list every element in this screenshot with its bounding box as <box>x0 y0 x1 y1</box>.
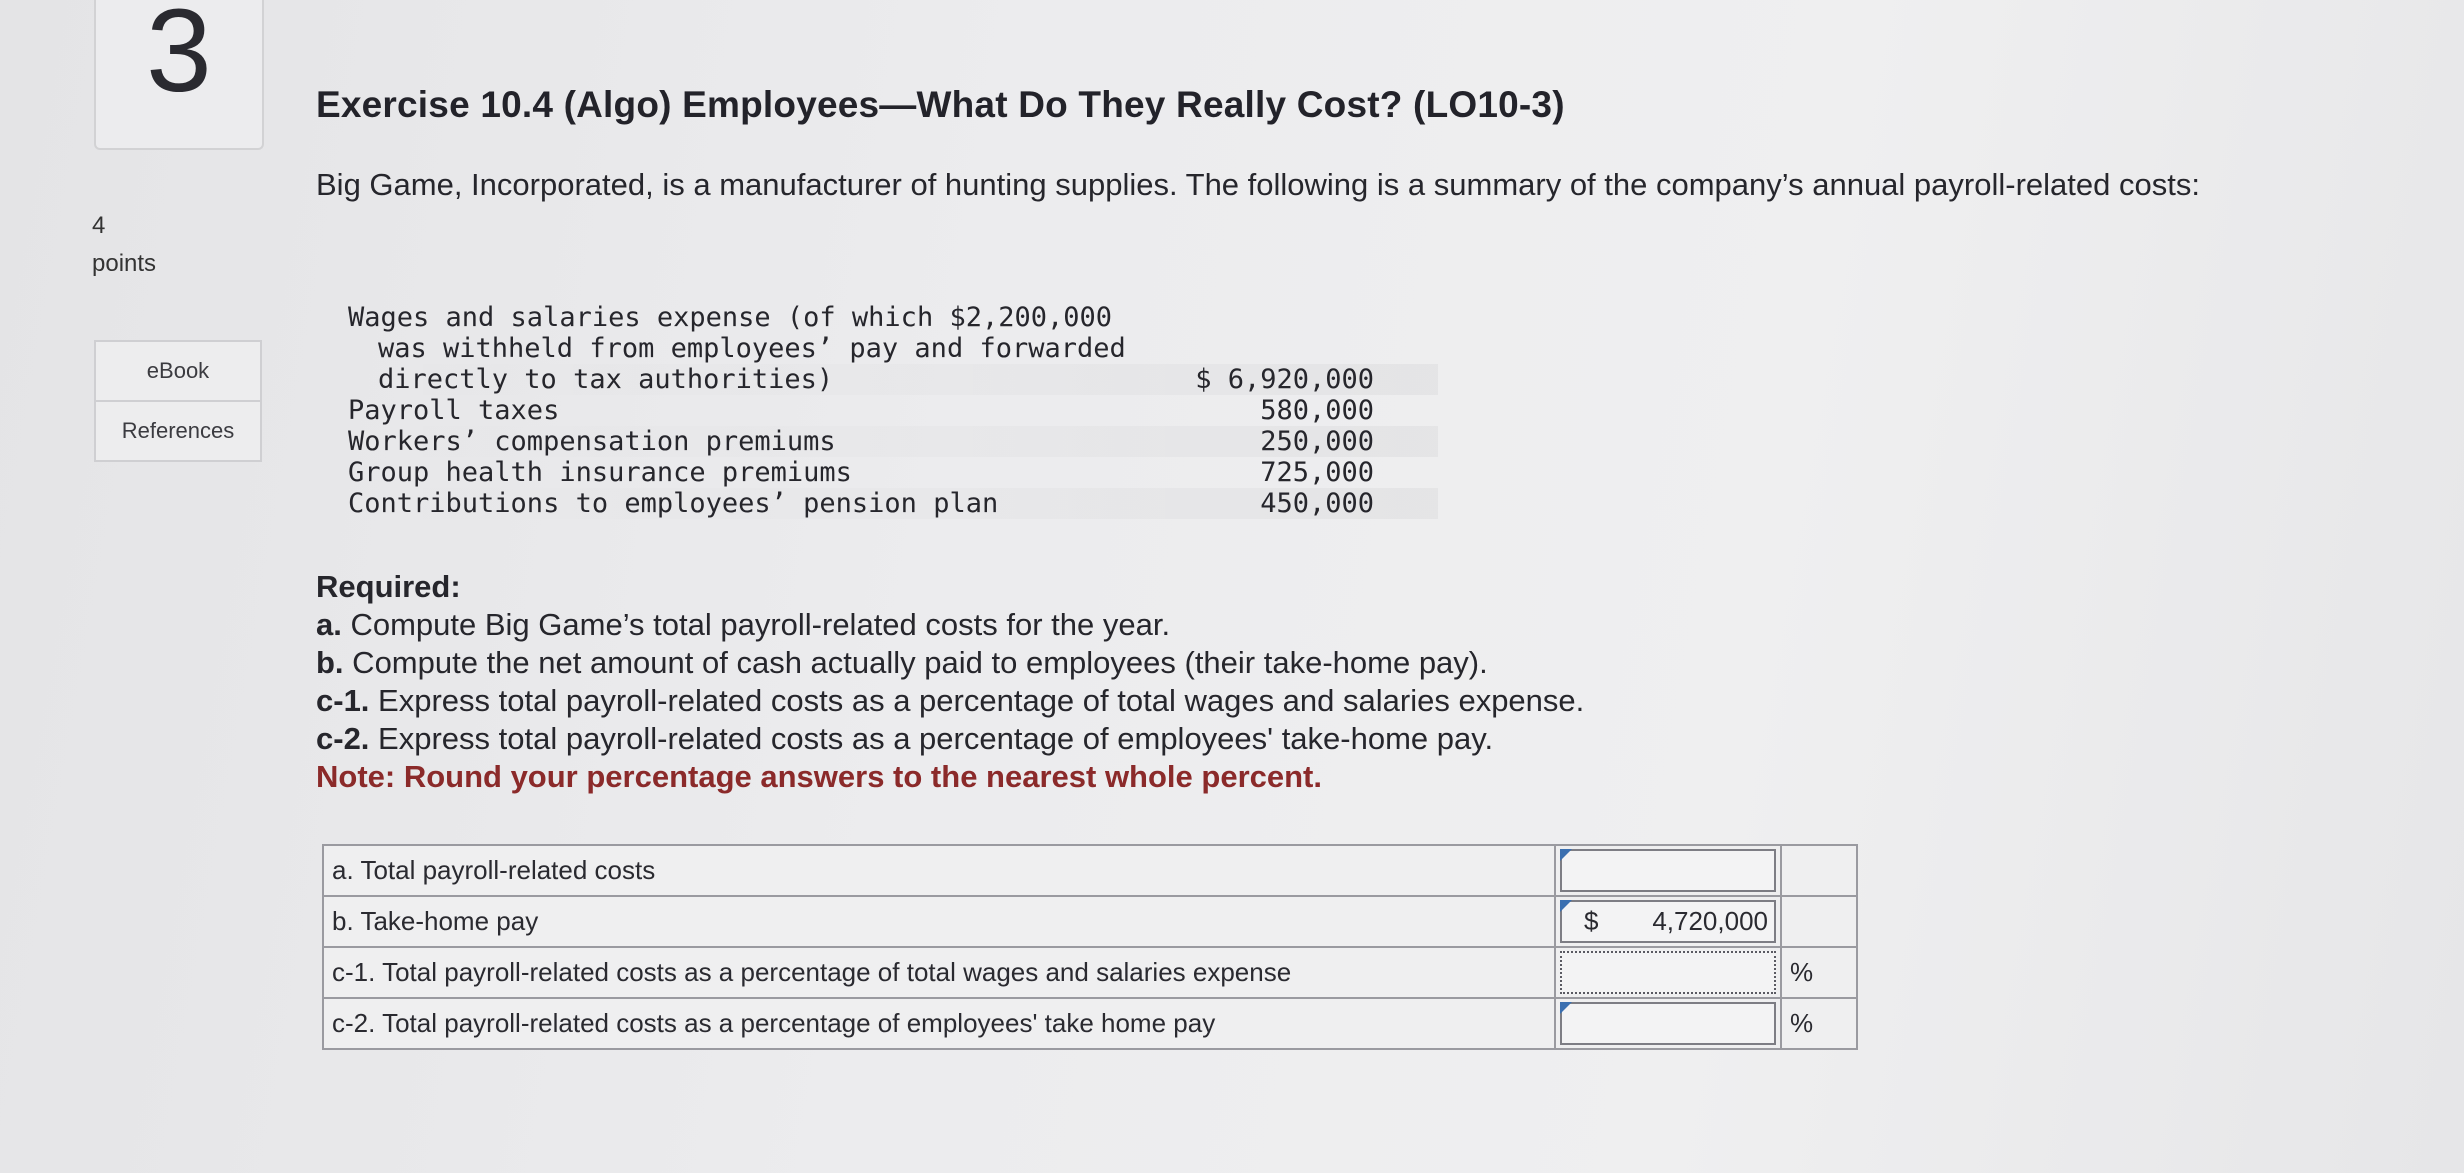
cost-row-wages-1 <box>348 302 1438 333</box>
exercise-intro: Big Game, Incorporated, is a manufacturer of hunting supplies. The following is a summary of the company’s annual payroll-related costs: <box>316 167 2200 202</box>
take-home-pay-input[interactable] <box>1560 900 1776 943</box>
wages-label-line1: Wages and salaries expense (of which $2,200,000 <box>348 302 1113 333</box>
answer-cell <box>1555 947 1781 998</box>
cost-amount: 725,000 <box>1260 457 1374 488</box>
answer-cell <box>1555 998 1781 1049</box>
row-label: b. Take-home pay <box>323 896 1555 947</box>
cost-row-wages-2 <box>348 333 1438 364</box>
cost-label: Group health insurance premiums <box>348 457 852 488</box>
cost-row <box>348 457 1438 488</box>
question-number: 3 <box>146 0 212 117</box>
cost-label: Workers’ compensation premiums <box>348 426 836 457</box>
unit-cell <box>1781 845 1857 896</box>
references-link[interactable]: References <box>96 400 260 460</box>
cost-row <box>348 488 1438 519</box>
table-row <box>323 896 1857 947</box>
currency-symbol: $ <box>1584 906 1599 936</box>
item-prefix: c-2. <box>316 721 370 756</box>
required-item-b <box>316 644 1584 682</box>
cost-summary <box>348 302 1438 519</box>
item-prefix: c-1. <box>316 683 370 718</box>
item-text: Express total payroll-related costs as a percentage of employees' take-home pay. <box>369 721 1494 756</box>
cost-row-wages-3 <box>348 364 1438 395</box>
cost-label: Payroll taxes <box>348 395 560 426</box>
required-item-a <box>316 606 1584 644</box>
table-row <box>323 845 1857 896</box>
pct-of-take-home-input[interactable] <box>1560 1002 1776 1045</box>
unit-cell: % <box>1781 998 1857 1049</box>
unit-cell <box>1781 896 1857 947</box>
required-section <box>316 568 1584 796</box>
answer-table <box>322 844 1858 1050</box>
cost-row <box>348 426 1438 457</box>
row-label: a. Total payroll-related costs <box>323 845 1555 896</box>
table-row <box>323 947 1857 998</box>
pct-of-wages-input[interactable] <box>1560 951 1776 994</box>
rounding-note: Note: Round your percentage answers to the nearest whole percent. <box>316 759 1322 794</box>
item-text: Express total payroll-related costs as a percentage of total wages and salaries expense. <box>369 683 1585 718</box>
cost-amount: 450,000 <box>1260 488 1374 519</box>
wages-label-line3: directly to tax authorities) <box>378 364 834 395</box>
cost-label: Contributions to employees’ pension plan <box>348 488 999 519</box>
input-marker-icon <box>1560 1002 1572 1014</box>
ebook-link[interactable]: eBook <box>146 358 210 383</box>
item-text: Compute the net amount of cash actually paid to employees (their take-home pay). <box>343 645 1488 680</box>
row-label: c-2. Total payroll-related costs as a percentage of employees' take home pay <box>323 998 1555 1049</box>
question-number-box <box>94 0 264 150</box>
item-prefix: b. <box>316 645 344 680</box>
unit-cell: % <box>1781 947 1857 998</box>
cost-amount: 250,000 <box>1260 426 1374 457</box>
answer-cell <box>1555 896 1781 947</box>
row-label: c-1. Total payroll-related costs as a percentage of total wages and salaries expense <box>323 947 1555 998</box>
side-links-panel <box>94 340 262 462</box>
input-value: 4,720,000 <box>1652 906 1768 936</box>
required-heading: Required: <box>316 569 461 604</box>
total-payroll-costs-input[interactable] <box>1560 849 1776 892</box>
item-text: Compute Big Game’s total payroll-related costs for the year. <box>341 607 1171 642</box>
cost-amount: 580,000 <box>1260 395 1374 426</box>
input-marker-icon <box>1560 849 1572 861</box>
table-row <box>323 998 1857 1049</box>
item-prefix: a. <box>316 607 342 642</box>
exercise-title: Exercise 10.4 (Algo) Employees—What Do They Really Cost? (LO10-3) <box>316 84 1565 125</box>
points-value: 4 <box>92 212 106 239</box>
cost-row <box>348 395 1438 426</box>
required-item-c1 <box>316 682 1584 720</box>
input-marker-icon <box>1560 900 1572 912</box>
wages-amount: $ 6,920,000 <box>1195 364 1374 395</box>
points-label: points <box>92 250 157 277</box>
required-item-c2 <box>316 720 1584 758</box>
wages-label-line2: was withheld from employees’ pay and forwarded <box>378 333 1126 364</box>
answer-cell <box>1555 845 1781 896</box>
